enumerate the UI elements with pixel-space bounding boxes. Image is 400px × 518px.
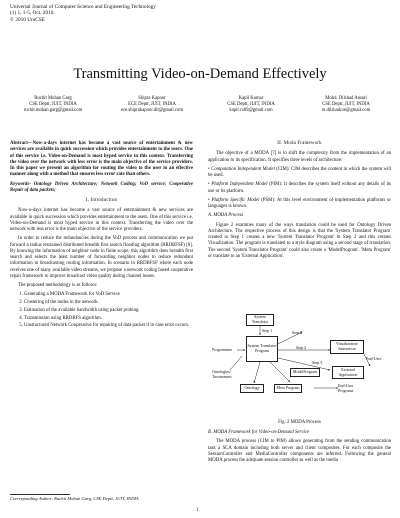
author-name: Shipra Kapoor [138,96,166,101]
bullet-item: • Platform Specific Model (PSM): At this level environment of implementation platforms or languages is known. [208,197,391,209]
author-affiliation: CSE Deptt, JUIT, INDIA [29,102,77,108]
model-program-box: ModelProgram [290,368,320,377]
paper-title: Transmitting Video-on-Demand Effectively [73,66,327,82]
keywords: Keywords- Ontology Driven Architecture; Network Coding; VoD service; Cooperative Repair of data packets; [10,181,193,193]
bullet-term: Computation Independent Model [211,166,275,172]
author-affiliation: CSE Deptt, JUIT, INDIA [322,102,370,108]
journal-header [10,4,156,23]
moda-process-figure [212,310,390,414]
author-email: m.dilshadcse@gmail.com [321,108,371,114]
author-name: Ruchit Mohan Garg [34,96,72,101]
moda-process-paragraph: Figure 2 examines many of the ways translation could be used for Ontology Driven Architecture. The respective process of this design is that the 'System Translator Program' created in Step 1 creates a new 'System Translator Program' in Step 2 and this creates Visualization. The program is translated to a style diagram using a second stage of translation. The second 'System Translator Program' could also create a 'ModelProgram'. 'Meta Program' or translate to an 'External Application'. [208,222,391,259]
bullet-term: Platform Independent Model [211,182,268,188]
page-number: 1 [196,508,199,513]
journal-copyright: © 2010 UniCSE [10,16,45,23]
section-heading-moda: II. Moda Framework [277,141,322,146]
step3-label: Step 3 [292,330,303,335]
ontologies-label: Ontologies/ Taxonomies [212,369,232,379]
author-block [302,96,390,115]
journal-issue: (1) 1, 1-5, Oct. 2010. [10,10,55,17]
author-name: Mohd. Dilshad Ansari [325,96,367,101]
bullet-item: • Computation Independent Model (CIM): CIM describes the content in which the system will be used. [208,166,391,178]
right-column [208,141,391,263]
intro-paragraph: The proposed methodology is as follows: [18,283,98,288]
visualization-box: Visualization/ Interaction [330,340,364,354]
journal-name: Universal Journal of Computer Science and Engineering Technology [10,4,156,10]
programmer-label: Programmer [212,347,232,352]
subsection-heading-moda-process: A. MODA Process [208,213,244,219]
list-item: 4. Transmission using RRDBFS algorithm. [24,316,193,322]
section-heading-introduction: I. Introduction [85,198,118,203]
ontology-box: Ontology [240,384,264,393]
right-column-continued [208,430,391,467]
methodology-list [10,292,193,329]
bullet-text: (CIM): CIM describes the content in which the system will be used. [208,166,391,178]
bullet-text: (PIM): It describes the system itself without any details of its use or its platform. [208,182,391,194]
system-translator-program-box: System Translator Program [246,336,278,362]
moda-paragraph: The objective of a MODA [7] is to shift the complexity from the implementation of an application to its specification. It specifies three levels of architecture: [208,151,391,163]
author-email: ruchit.mohan.garg@gmail.com [23,108,83,114]
step2-label: Step 2 [296,345,307,350]
author-block [10,96,96,115]
author-block [208,96,294,115]
step1-label: Step 1 [262,328,273,333]
system-translator-box: System Translator [246,314,274,326]
author-affiliation: ECE Deptt, JUIT, INDIA [128,102,176,108]
end-user-programs-label: End-User Programs [338,383,354,393]
figure-connectors [212,310,390,414]
step3b-label: Step 3 [312,360,323,365]
intro-paragraph: Now-a-days internet has become a vast source of entertainment & new services are available in quick succession which provides entertainment to the users. One of this service i.e. Video-on-Demand is most hyped service in this context. Transferring the video over the network with less error is the main objective of the service providers. [10,208,193,232]
author-email: ece.shiprakapoor.dit@gmail.com [121,108,183,114]
list-item: 1. Generating a MODA Framework for VoD Service [24,292,193,298]
left-column [10,141,193,331]
bullet-item: • Platform Independent Model (PIM): It describes the system itself without any details of its use or its platform. [208,182,391,194]
intro-paragraph: In order to reduce the redundancies during the VoD process and communication we put forward a radius restrained distributed breadth first search flooding algorithm (RRDBFSF) [8]. By knowing the information of neighbor node in finite scope, this algorithm does breadth first search and selects the least number of forwarding neighbor nodes to reduce redundant information in broadcasting routing information. In scenario in RRDBFSF where each node receives one of many available video streams, we propose a network coding based cooperative repair framework to improve broadcast video quality during channel losses. [10,236,193,279]
moda-framework-paragraph: The MODA process (CIM to PIM) allows generating from the sending communication task a SCA domain including both server and client composites. For each composite the SessionController and MediaController components are inferred. Following the general MODA process the adequate session controller as well as the media [208,439,391,463]
author-affiliation: CSE Deptt, JUIT, INDIA [227,102,275,108]
footnote-divider [10,494,70,495]
subsection-heading-moda-framework: B. MODA Framework for Video-on-Demand Service [208,430,310,435]
list-item: 3. Estimation of the available bandwidth using packet probing. [24,308,193,314]
abstract: Abstract—Now-a-days internet has become a vast source of entertainment & new services are available in quick succession which provides entertainment to the users. One of this service i.e. Video-on-Demand is most hyped service in this context. Transferring the video over the network with less error is the main objective of the service providers. In this paper we present an algorithm for routing the video to the user in an effective manner along with a method that ensures less error rate than others. [10,141,193,178]
end-user-label: End-User [366,356,382,361]
figure-caption: Fig. 2 MODA Process [278,420,321,425]
bullet-text: (PSM): At this level environment of implementation platforms or languages is known. [208,197,391,209]
corresponding-author-footnote: Corresponding Author: Ruchit Mohan Garg, CSE Deptt, JUIT, INDIA [10,496,139,501]
bullet-term: Platform Specific Model [211,197,260,203]
author-name: Kapil Kumar [238,96,264,101]
external-application-box: External Application [332,366,364,379]
meta-program-box: Meta Program [274,384,302,393]
list-item: 2. Clustering of the nodes in the network. [24,300,193,306]
author-email: kapil.cs89@gmail.com [229,108,273,114]
list-item: 5. Unstructured Network Cooperative for repairing of data packet if in case error occurs. [24,323,193,329]
author-block [106,96,198,115]
